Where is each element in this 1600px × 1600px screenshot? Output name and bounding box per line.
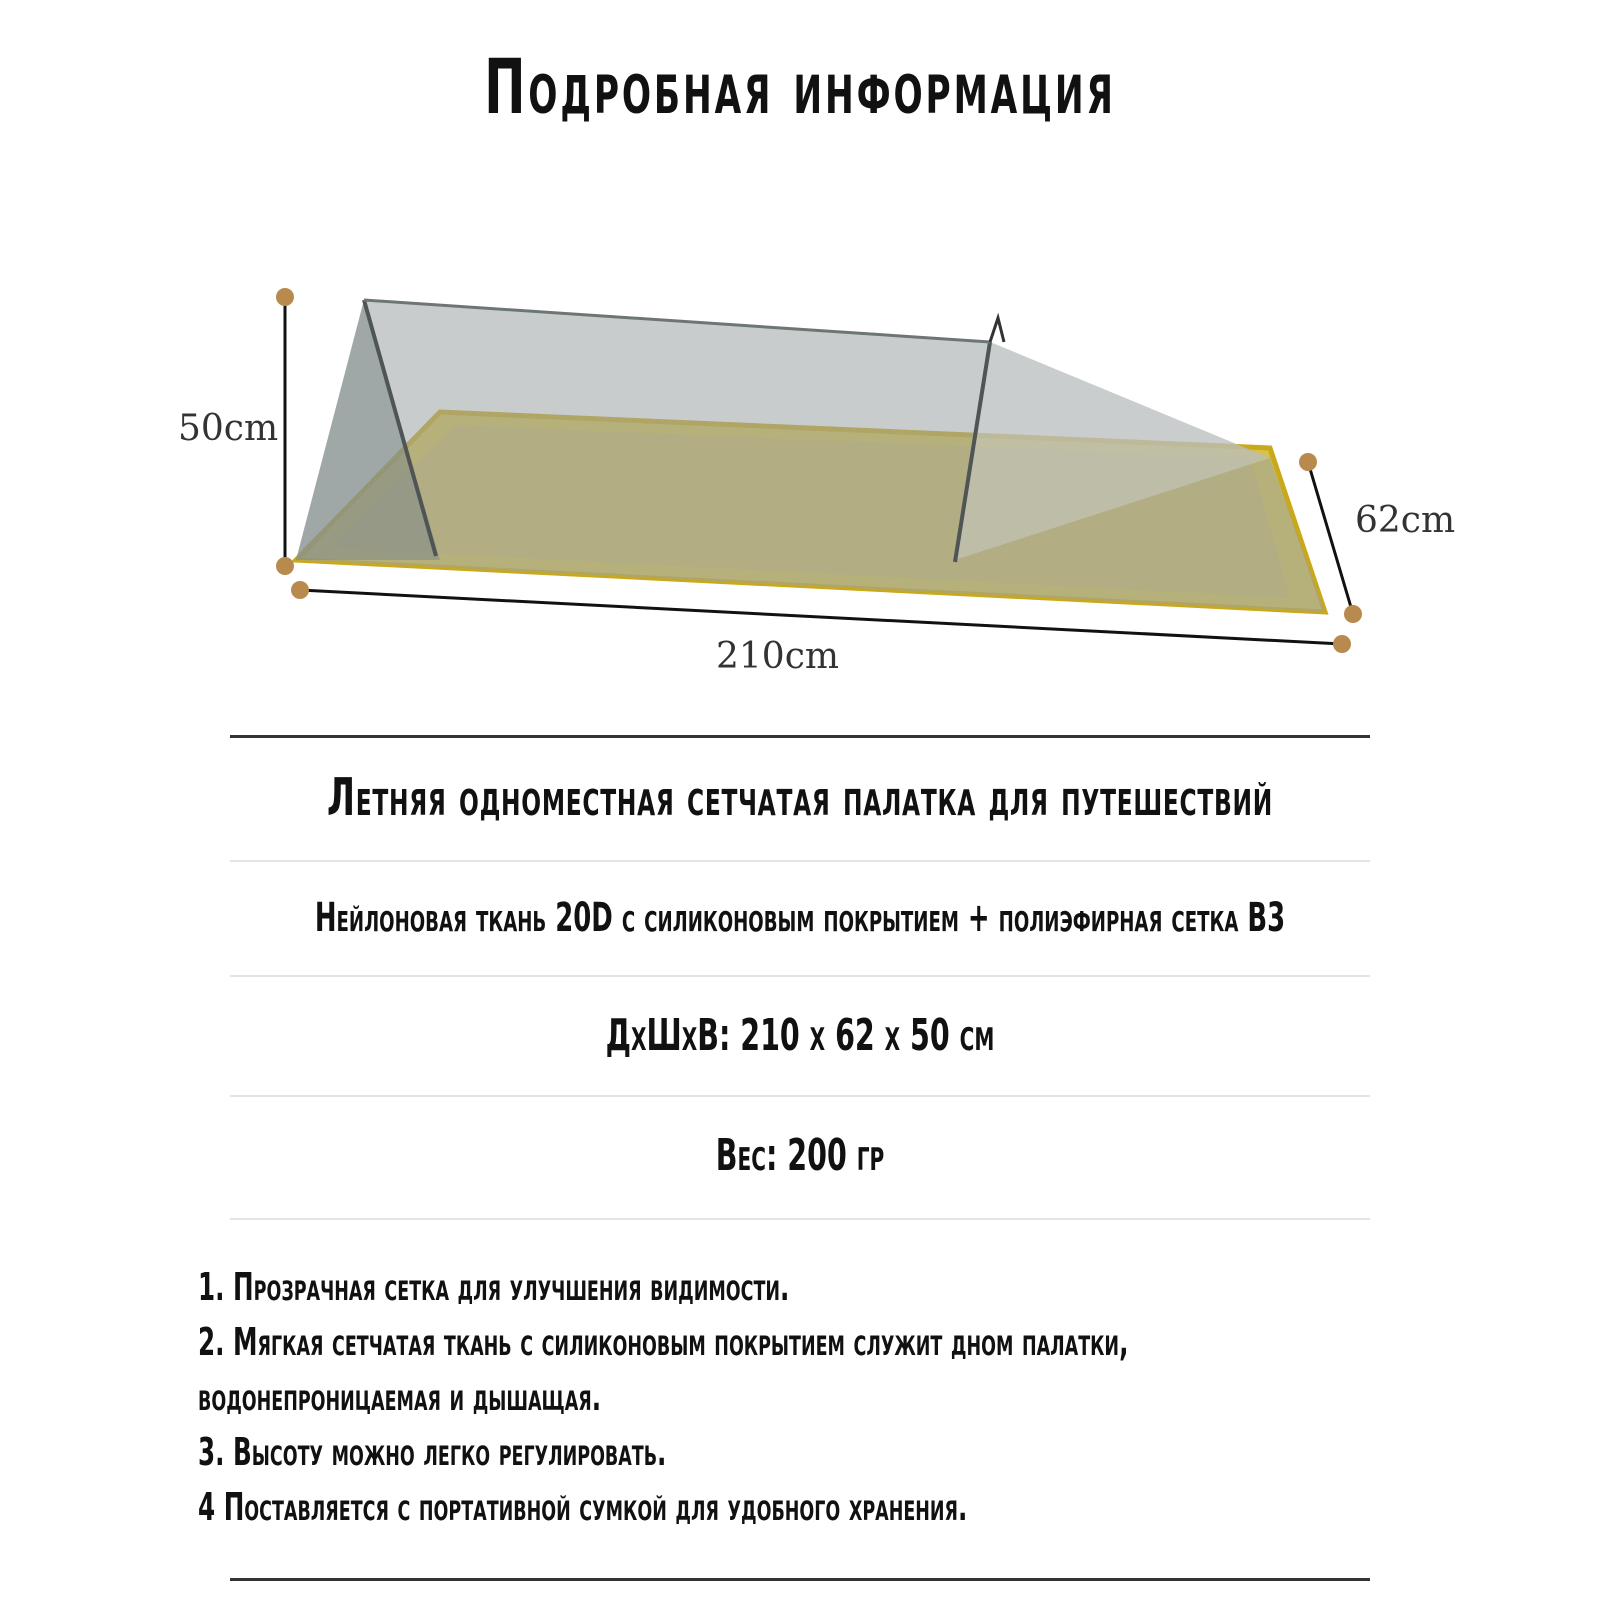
feature-list — [198, 1260, 1422, 1535]
width-label: 62cm — [1355, 500, 1456, 541]
tent-dimension-diagram — [0, 250, 1600, 690]
divider — [230, 1578, 1370, 1581]
feature-item: 1. Прозрачная сетка для улучшения видимости. — [198, 1265, 790, 1309]
feature-item: 3. Высоту можно легко регулировать. — [198, 1430, 667, 1474]
width-dot-bottom — [1344, 605, 1362, 623]
weight-spec: Вес: 200 гр — [715, 1130, 885, 1181]
height-label: 50cm — [178, 408, 279, 449]
product-name: Летняя одноместная сетчатая палатка для путешествий — [327, 768, 1273, 828]
feature-item: водонепроницаемая и дышащая. — [198, 1375, 602, 1419]
divider — [230, 1095, 1370, 1097]
page-title: Подробная информация — [484, 42, 1116, 131]
divider — [230, 975, 1370, 977]
divider — [230, 735, 1370, 738]
feature-item: 2. Мягкая сетчатая ткань с силиконовым покрытием служит дном палатки, — [198, 1320, 1129, 1364]
width-dot-top — [1299, 453, 1317, 471]
tent-loop — [990, 318, 1004, 342]
length-dot-left — [291, 581, 309, 599]
dimensions-spec: ДхШхВ: 210 x 62 x 50 см — [605, 1010, 995, 1061]
length-dot-right — [1333, 635, 1351, 653]
length-label: 210cm — [716, 636, 840, 677]
height-dot-bottom — [276, 557, 294, 575]
material-spec: Нейлоновая ткань 20D с силиконовым покрытием + полиэфирная сетка B3 — [314, 895, 1286, 941]
feature-item: 4 Поставляется с портативной сумкой для удобного хранения. — [198, 1485, 968, 1529]
divider — [230, 1218, 1370, 1220]
height-dot-top — [276, 288, 294, 306]
divider — [230, 860, 1370, 862]
